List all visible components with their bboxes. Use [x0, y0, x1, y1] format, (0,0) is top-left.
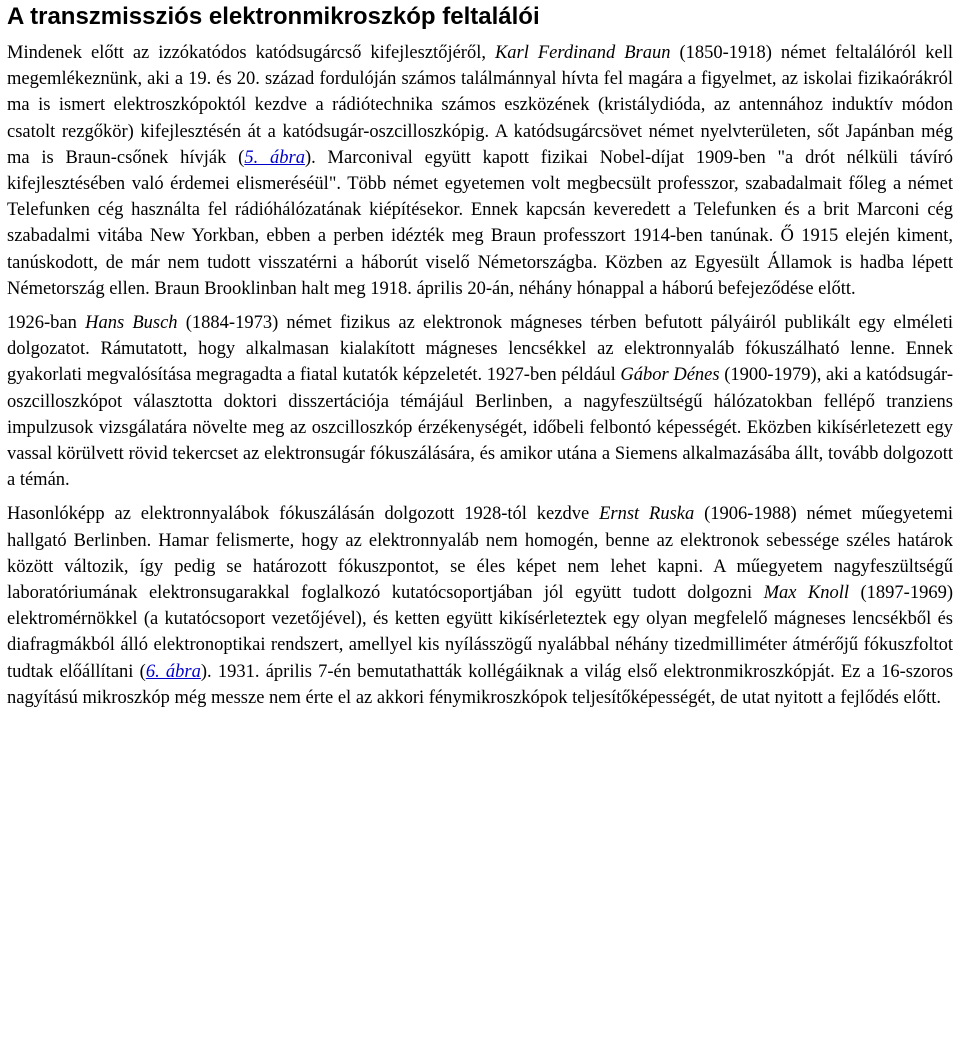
- paragraph-text: Hasonlóképp az elektronnyalábok fókuszálásán dolgozott 1928-tól kezdve: [7, 504, 600, 525]
- figure-5-link[interactable]: 5. ábra: [244, 147, 305, 168]
- paragraph-busch: [7, 310, 953, 493]
- paragraph-text: (1850-1918) német feltalálóról kell megemlékeznünk, aki a 19. és 20. század fordulóján számos találmánnyal hívta fel magára a figyelmet, az iskolai fizikaórákról ma is ismert elektroszkópoktól kezdve a rádiótechnika számos eszközének (kristálydióda, az antennához induktív módon csatolt rezgőkör) kifejlesztésén át a katódsugár-oszcilloszkópig. A katódsugárcsövet német nyelvterületen, sőt Japánban még ma is Braun-csőnek hívják (: [7, 43, 953, 168]
- person-name-knoll: Max Knoll: [763, 583, 850, 604]
- paragraph-text: 1926-ban: [7, 313, 86, 334]
- paragraph-ruska: [7, 501, 953, 711]
- paragraph-text: Mindenek előtt az izzókatódos katódsugárcső kifejlesztőjéről,: [7, 43, 495, 63]
- page-title: A transzmissziós elektronmikroszkóp feltalálói: [7, 3, 540, 30]
- person-name-braun: Karl Ferdinand Braun: [494, 43, 671, 63]
- figure-6-link[interactable]: 6. ábra: [145, 661, 201, 682]
- person-name-ruska: Ernst Ruska: [599, 504, 695, 525]
- paragraph-text: (1906-1988) német műegyetemi hallgató Berlinben. Hamar felismerte, hogy az elektronnyaláb nem homogén, benne az elektronok sebessége széles határok között változik, így pedig se határozott fókuszpontot, se éles képet nem lehet kapni. A műegyetem nagyfeszültségű laboratóriumának elektronsugarakkal foglalkozó kutatócsoportjában jól együtt tudott dolgozni: [7, 504, 953, 604]
- paragraph-text: (1900-1979), aki a katódsugár-oszcilloszkópot választotta doktori disszertációja témájául Berlinben, a nagyfeszültségű hálózatokban fellépő tranziens impulzusok vizsgálatára növelte meg az oszcilloszkóp érzékenységét, időbeli felbontó képességét. Eközben kikísérletezett egy vassal körülvett rövid tekercset az elektronsugár fókuszálására, és amikor utána a Siemens alkalmazásába állt, tovább dolgozott a témán.: [7, 365, 953, 491]
- paragraph-text: (1897-1969) elektromérnökkel (a kutatócsoport vezetőjével), és ketten együtt kikísérleteztek egy olyan megfelelő mágneses lencsékből és diafragmákból álló elektronoptikai rendszert, amellyel kis nyílásszögű nyalábbal néhány tizedmilliméter átmérőjű fókuszfoltot tudtak előállítani (: [7, 583, 954, 682]
- person-name-gabor: Gábor Dénes: [620, 365, 720, 386]
- paragraph-text: ). 1931. április 7-én bemutathatták kollégáiknak a világ első elektronmikroszkópját. Ez a 16-szoros nagyítású mikroszkóp még messze nem érte el az akkori fénymikroszkópok teljesítőképességét, de utat nyitott a fejlődés előtt.: [7, 661, 954, 708]
- person-name-busch: Hans Busch: [85, 313, 178, 334]
- paragraph-text: (1884-1973) német fizikus az elektronok mágneses térben befutott pályáiról publikált egy elméleti dolgozatot. Rámutatott, hogy alkalmasan kialakított mágneses lencsékkel az elektronnyaláb fókuszálható lenne. Ennek gyakorlati megvalósítása megragadta a fiatal kutatók képzeletét. 1927-ben például: [7, 313, 953, 386]
- paragraph-braun: [7, 40, 953, 302]
- article: [0, 2, 960, 711]
- paragraph-text: ). Marconival együtt kapott fizikai Nobel-díjat 1909-ben "a drót nélküli távíró kifejlesztésében való érdemei elismeréséül". Több német egyetemen volt megbecsült professzor, szabadalmait főleg a német Telefunken cég használta fel rádióhálózatának kiépítésekor. Ennek kapcsán keveredett a Telefunken és a brit Marconi cég szabadalmi vitába New Yorkban, ebben a perben idézték meg Braun professzort 1914-ben tanúnak. Ő 1915 elején kiment, tanúskodott, de már nem tudott visszatérni a háborút viselő Németországba. Közben az Egyesült Államok is hadba lépett Németország ellen. Braun Brooklinban halt meg 1918. április 20-án, néhány hónappal a háború befejeződése előtt.: [7, 147, 954, 299]
